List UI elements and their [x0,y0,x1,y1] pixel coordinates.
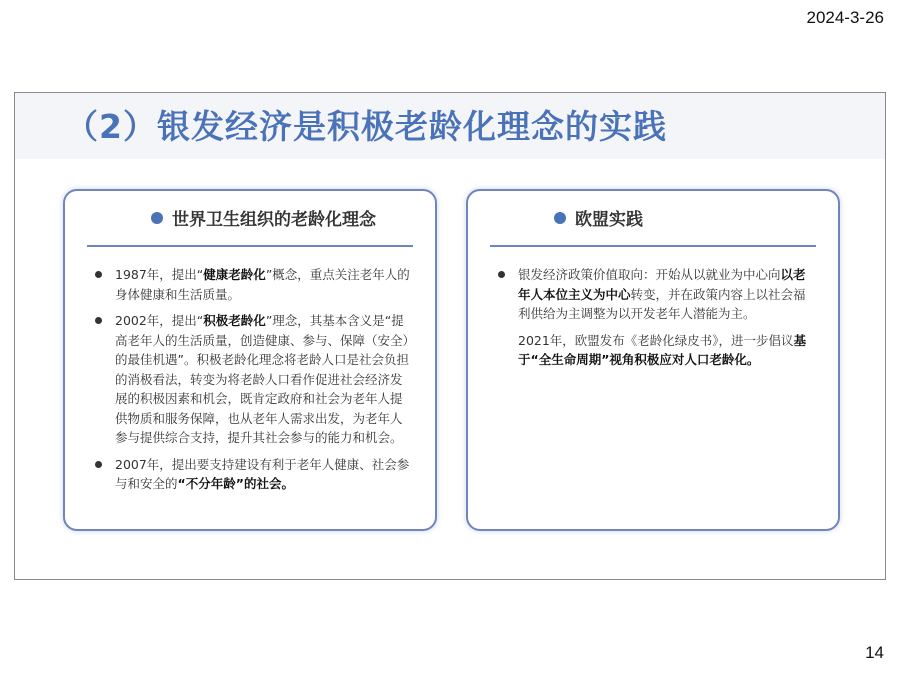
bullet-icon [498,271,505,278]
title-band [15,93,885,159]
item-text: ”理念，其基本含义是“提高老年人的生活质量，创造健康、参与、保障（安全）的最佳机遇”。积极老龄化理念将老龄人口是社会负担的消极看法，转变为将老龄人口看作促进社会经济发展的积极因素和机会，既肯定政府和社会为老年人提供物质和服务保障，也从老年人需求出发，为老年人参与提供综合支持，提升其社会参与的能力和机会。 [115,313,409,445]
list-item [91,265,413,304]
para-bold-text: 基于“全生命周期”视角积极应对人口老龄化。 [518,332,807,367]
card-heading [468,205,838,235]
item-text: 银发经济政策价值取向：开始从以就业为中心向 [518,267,781,282]
card-divider [490,245,816,247]
list-item [91,455,413,494]
item-text: 转变，并在政策内容上以社会福利供给为主调整为以开发老年人潜能为主。 [518,286,806,321]
para-text: 2021年，欧盟发布《老龄化绿皮书》，进一步倡议 [518,332,794,348]
item-text: 2007年，提出要支持建设有利于老年人健康、社会参与和安全的 [115,456,410,491]
who-card [63,189,437,531]
card-body [494,265,816,377]
paragraph [494,331,816,370]
page-number: 14 [865,643,884,662]
list-item [91,311,413,448]
bullet-icon [95,317,102,324]
bullet-icon [95,461,102,468]
slide-date: 2024-3-26 [806,8,884,27]
card-heading-text: 世界卫生组织的老龄化理念 [172,210,376,230]
item-text: 2002年，提出“ [115,313,204,328]
list-item [494,265,816,324]
item-text: ”概念，重点关注老年人的身体健康和生活质量。 [115,267,410,302]
item-bold-text: 健康老龄化 [203,267,266,282]
card-body [91,265,413,501]
item-text: 1987年，提出“ [115,267,204,282]
eu-card [466,189,840,531]
heading-dot-icon [151,212,163,224]
slide-title: （2）银发经济是积极老龄化理念的实践 [65,107,667,146]
slide-frame [14,92,886,580]
heading-dot-icon [554,212,566,224]
card-heading-text: 欧盟实践 [575,210,643,230]
card-divider [87,245,413,247]
item-bold-text: 积极老龄化 [203,313,266,328]
bullet-icon [95,271,102,278]
item-bold-text: 以老年人本位主义为中心 [518,267,806,302]
item-bold-text: “不分年龄”的社会。 [177,476,294,491]
card-heading [65,205,435,235]
